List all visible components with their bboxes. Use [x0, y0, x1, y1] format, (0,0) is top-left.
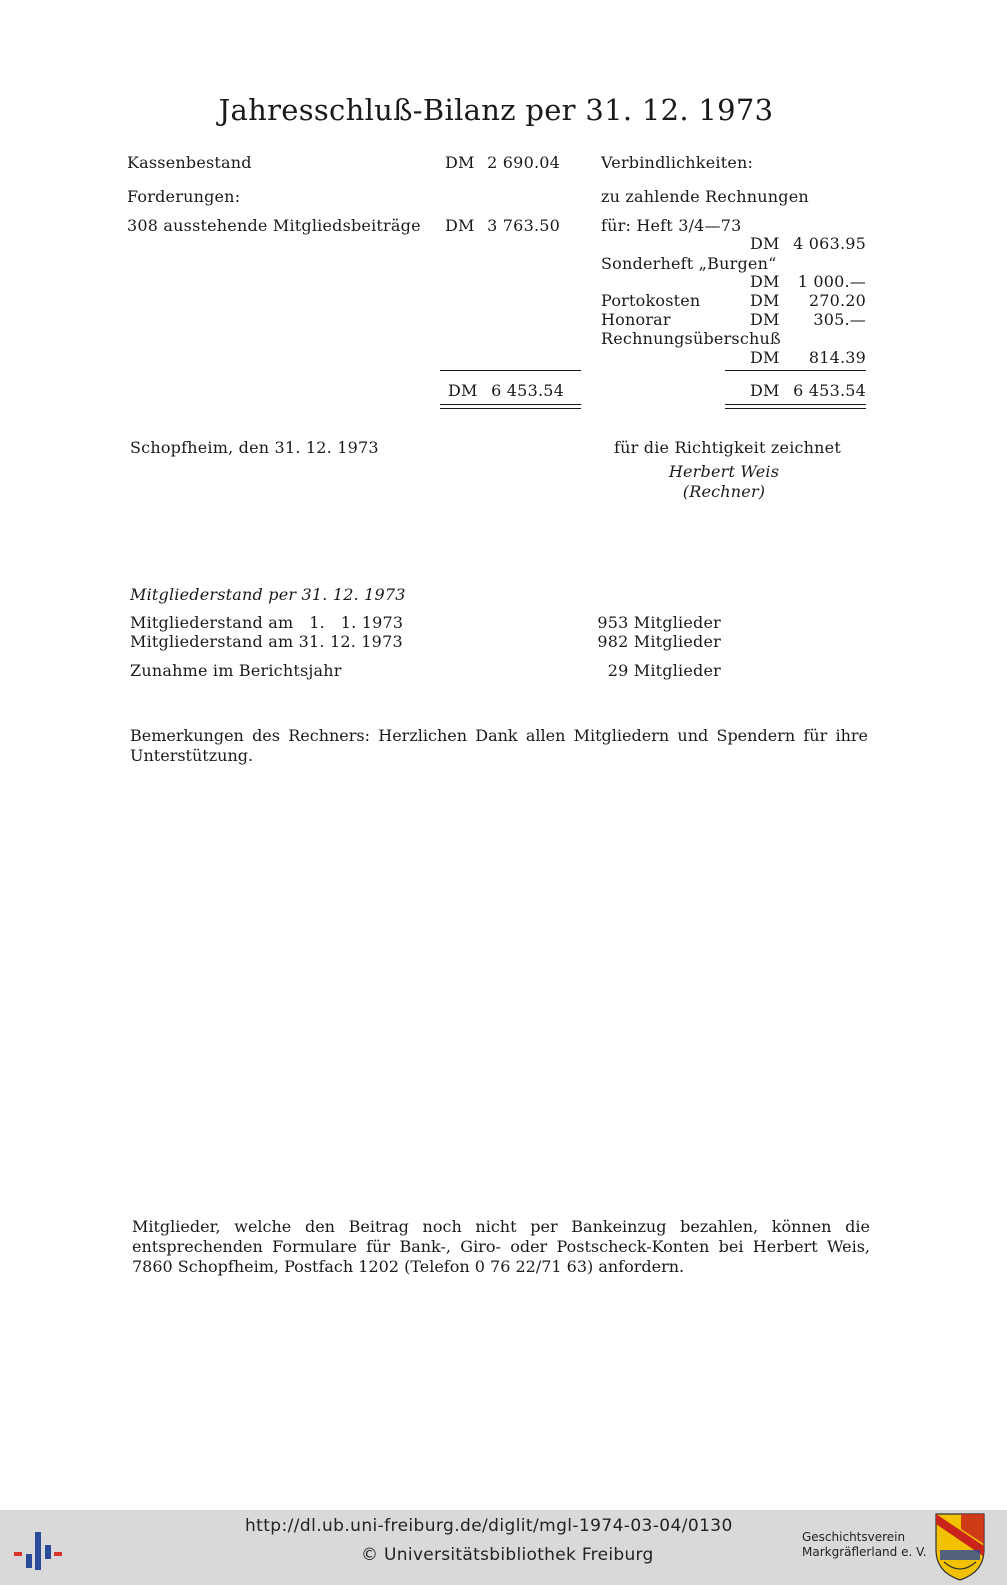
porto-currency: DM	[750, 291, 780, 310]
kassenbestand-currency: DM	[445, 153, 475, 172]
beitraege-amount: 3 763.50	[487, 216, 560, 235]
forderungen-label: Forderungen:	[127, 187, 241, 206]
members-start-label: Mitgliederstand am 1. 1. 1973	[130, 613, 404, 632]
page-title: Jahresschluß-Bilanz per 31. 12. 1973	[218, 93, 774, 127]
footer-bar	[0, 1510, 1007, 1585]
signatory-role: (Rechner)	[682, 482, 766, 501]
honorar-label: Honorar	[601, 310, 671, 329]
sonderheft-label: Sonderheft „Burgen“	[601, 254, 777, 273]
assets-total-currency: DM	[448, 381, 478, 400]
liabilities-double-rule-top	[725, 404, 866, 405]
heft-currency: DM	[750, 234, 780, 253]
place-date: Schopfheim, den 31. 12. 1973	[130, 438, 379, 457]
assets-total-amount: 6 453.54	[491, 381, 564, 400]
liabilities-total-amount: 6 453.54	[793, 381, 866, 400]
porto-amount: 270.20	[808, 291, 866, 310]
society-crest-icon	[934, 1510, 986, 1582]
beitraege-label: 308 ausstehende Mitgliedsbeiträge	[127, 216, 421, 235]
remarks-paragraph: Bemerkungen des Rechners: Herzlichen Dank allen Mitgliedern und Spendern für ihre Unterstützung.	[130, 726, 868, 765]
footer-copyright: © Universitätsbibliothek Freiburg	[361, 1545, 654, 1565]
society-name-line1: Geschichtsverein	[802, 1530, 906, 1544]
members-end-label: Mitgliederstand am 31. 12. 1973	[130, 632, 403, 651]
members-increase-label: Zunahme im Berichtsjahr	[130, 661, 342, 680]
certification-line: für die Richtigkeit zeichnet	[614, 438, 841, 457]
assets-double-rule-top	[440, 404, 581, 405]
ueberschuss-label: Rechnungsüberschuß	[601, 329, 781, 348]
liabilities-total-currency: DM	[750, 381, 780, 400]
ueberschuss-currency: DM	[750, 348, 780, 367]
liabilities-sum-rule	[725, 370, 866, 371]
members-increase-value: 29 Mitglieder	[607, 661, 721, 680]
assets-sum-rule	[440, 370, 581, 371]
heft-amount: 4 063.95	[793, 234, 866, 253]
sonderheft-amount: 1 000.—	[797, 272, 866, 291]
assets-double-rule-bottom	[440, 408, 581, 409]
members-start-value: 953 Mitglieder	[597, 613, 721, 632]
signatory-name: Herbert Weis	[668, 462, 780, 481]
society-name-line2: Markgräflerland e. V.	[802, 1545, 927, 1559]
members-end-value: 982 Mitglieder	[597, 632, 721, 651]
notice-paragraph: Mitglieder, welche den Beitrag noch nicht per Bankeinzug bezahlen, können die entsprechenden Formulare für Bank-, Giro- oder Postscheck-Konten bei Herbert Weis, 7860 Schopfheim, Postfach 1202 (Telefon 0 76 22/71 63) anfordern.	[132, 1217, 870, 1276]
ueberschuss-amount: 814.39	[808, 348, 866, 367]
honorar-currency: DM	[750, 310, 780, 329]
footer-url[interactable]: http://dl.ub.uni-freiburg.de/diglit/mgl-1974-03-04/0130	[245, 1516, 733, 1536]
liabilities-heading: Verbindlichkeiten:	[601, 153, 754, 172]
heft-label: für: Heft 3/4—73	[601, 216, 742, 235]
kassenbestand-amount: 2 690.04	[487, 153, 560, 172]
porto-label: Portokosten	[601, 291, 701, 310]
liabilities-double-rule-bottom	[725, 408, 866, 409]
members-heading: Mitgliederstand per 31. 12. 1973	[130, 585, 406, 604]
honorar-amount: 305.—	[813, 310, 866, 329]
sonderheft-currency: DM	[750, 272, 780, 291]
kassenbestand-label: Kassenbestand	[127, 153, 252, 172]
liabilities-subheading: zu zahlende Rechnungen	[601, 187, 809, 206]
library-logo-icon	[10, 1532, 62, 1572]
beitraege-currency: DM	[445, 216, 475, 235]
